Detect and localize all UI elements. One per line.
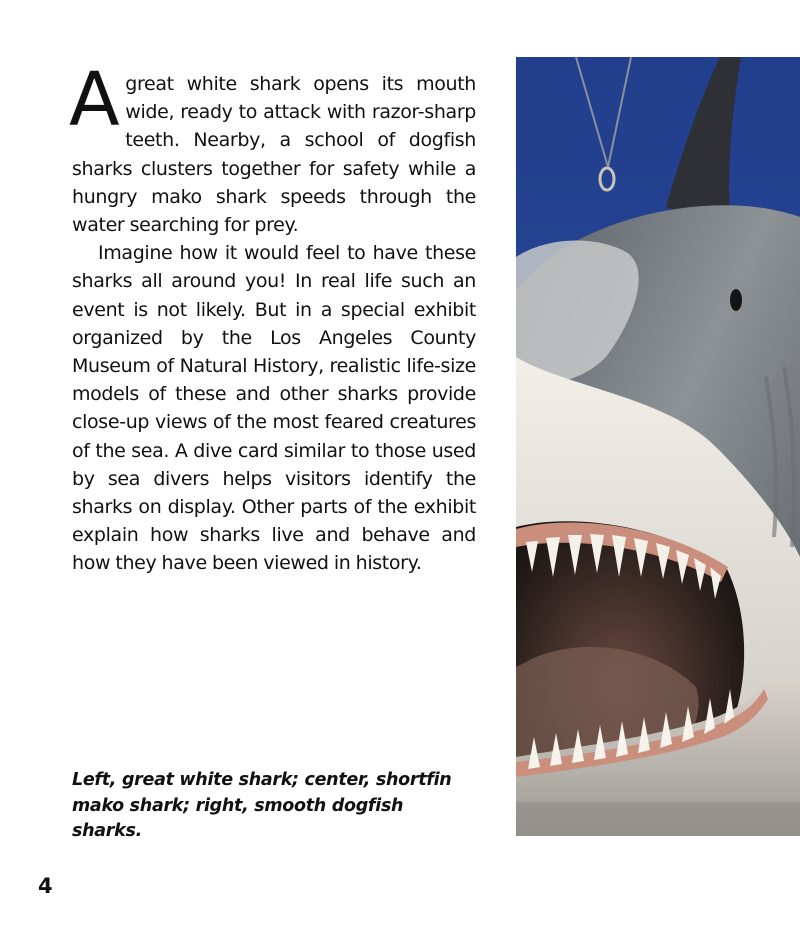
page-number: 4 bbox=[38, 874, 53, 898]
article-body bbox=[69, 57, 476, 578]
chin-shadow bbox=[516, 802, 800, 836]
paragraph-exhibit: Imagine how it would feel to have these sharks all around you! In real life such an event is not likely. But in a special exhibit organized by the Los Angeles County Museum of Natural History, realistic life-size models of these and other sharks provide close-up views of the most feared creatures of the sea. A dive card similar to those used by sea divers helps visitors identify the sharks on display. Other parts of the exhibit explain how sharks live and behave and how they have been viewed in history. bbox=[72, 242, 476, 575]
shark-illustration bbox=[516, 57, 800, 836]
drop-cap: A bbox=[69, 57, 120, 143]
paragraph-intro bbox=[69, 57, 476, 239]
photo-caption: Left, great white shark; center, shortfin mako shark; right, smooth dogfish sharks. bbox=[72, 770, 452, 841]
shark-photo bbox=[516, 57, 800, 836]
shark-eye bbox=[730, 289, 742, 311]
paragraph-intro-text: great white shark opens its mouth wide, ready to attack with razor-sharp teeth. Nearby, a school of dogfish sharks clusters together for safety while a hungry mako shark speeds through the water searching for prey. bbox=[72, 73, 476, 237]
